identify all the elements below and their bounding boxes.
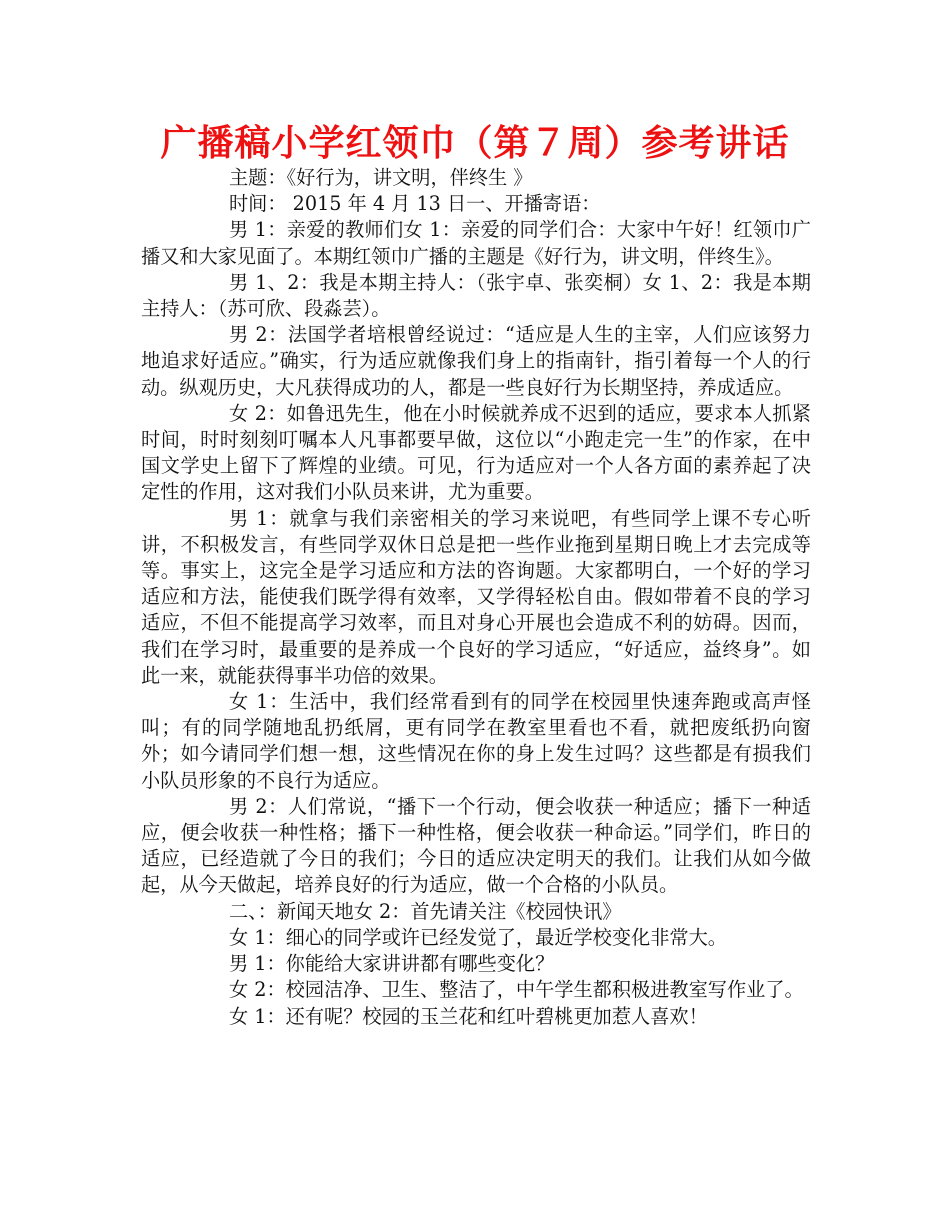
paragraph: 女 1：生活中，我们经常看到有的同学在校园里快速奔跑或高声怪叫；有的同学随地乱扔纸屑，更有同学在教室里看也不看，就把废纸扔向窗外；如今请同学们想一想，这些情况在你的身上发生过吗？这些都是有损我们小队员形象的不良行为适应。 [141,690,811,792]
paragraph: 女 2：校园洁净、卫生、整洁了，中午学生都积极进教室写作业了。 [229,978,804,1002]
paragraph: 男 1：你能给大家讲讲都有哪些变化？ [229,952,555,976]
paragraph-time: 时间： 2015 年 4 月 13 日一、开播寄语： [229,192,601,216]
paragraph: 男 2：法国学者培根曾经说过：“适应是人生的主宰，人们应该努力地追求好适应。”确实，行为适应就像我们身上的指南针，指引着每一个人的行动。纵观历史，大凡获得成功的人，都是一些良好行为长期坚持，养成适应。 [141,323,811,399]
paragraph-theme: 主题：《好行为，讲文明，伴终生 》 [229,166,533,189]
paragraph: 男 1：亲爱的教师们女 1：亲爱的同学们合：大家中午好！红领巾广播又和大家见面了。本期红领巾广播的主题是《好行为，讲文明，伴终生》。 [141,218,811,268]
document-title: 广播稿小学红领巾（第７周）参考讲话 [160,123,790,164]
paragraph: 女 1：细心的同学或许已经发觉了，最近学校变化非常大。 [229,925,727,949]
paragraph: 女 2：如鲁迅先生，他在小时候就养成不迟到的适应，要求本人抓紧时间，时时刻刻叮嘱本人凡事都要早做，这位以“小跑走完一生”的作家，在中国文学史上留下了辉煌的业绩。可见，行为适应对一个人各方面的素养起了决定性的作用，这对我们小队员来讲，尤为重要。 [141,401,811,504]
paragraph: 男 1：就拿与我们亲密相关的学习来说吧，有些同学上课不专心听讲，不积极发言，有些同学双休日总是把一些作业拖到星期日晚上才去完成等等。事实上，这完全是学习适应和方法的咨询题。大家都明白，一个好的学习适应和方法，能使我们既学得有效率，又学得轻松自由。假如带着不良的学习适应，不但不能提高学习效率，而且对身心开展也会造成不利的妨碍。因而，我们在学习时，最重要的是养成一个良好的学习适应，“好适应，益终身”。如此一来，就能获得事半功倍的效果。 [141,506,811,687]
paragraph: 男 1、2：我是本期主持人：（张宇卓、张奕桐）女 1、2：我是本期主持人：（苏可欣、段淼芸）。 [141,270,811,321]
document-body [141,165,811,1030]
paragraph-section-heading: 二、：新闻天地女 2：首先请关注《校园快讯》 [229,899,622,923]
paragraph: 女 1：还有呢？校园的玉兰花和红叶碧桃更加惹人喜欢！ [229,1004,708,1028]
paragraph: 男 2：人们常说，“播下一个行动，便会收获一种适应；播下一种适应，便会收获一种性格；播下一种性格，便会收获一种命运。”同学们，昨日的适应，已经造就了今日的我们；今日的适应决定明天的我们。让我们从如今做起，从今天做起，培养良好的行为适应，做一个合格的小队员。 [141,794,811,897]
